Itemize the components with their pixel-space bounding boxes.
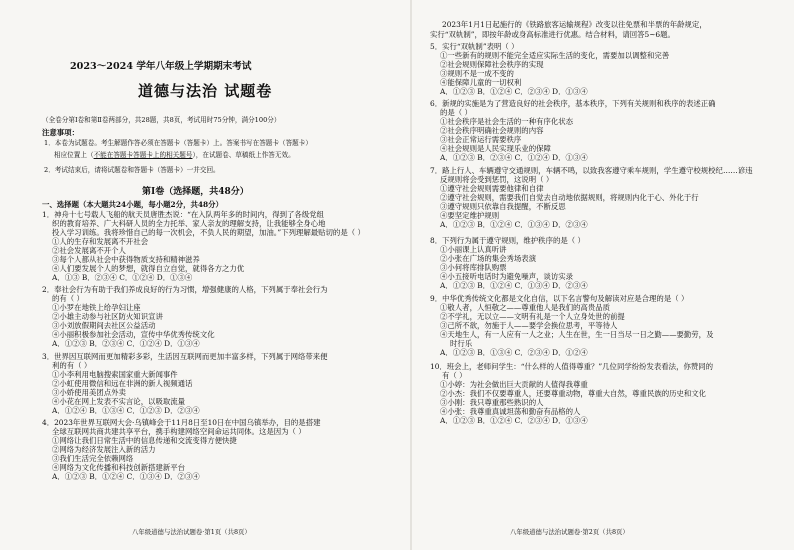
q5-option-3: ③规则不是一成不变的: [440, 69, 514, 78]
q1-option-2: ②社会发展离不开个人: [52, 246, 126, 255]
q8-option-2: ②小张在广场的集会秀场表演: [440, 254, 537, 263]
q4-answers: A．①②③ B．①②④ C．①③④ D．②③④: [52, 472, 200, 481]
page-footer-right: 八年级道德与法治试题卷·第2页（共8页）: [510, 528, 629, 536]
q2-option-1: ①小罗在地铁上给孕妇让座: [52, 303, 141, 312]
q7-option-3: ③遵守规则只依靠自我提醒，不断反思: [440, 202, 566, 211]
q10-answers: A．①②③ B．①②④ C．②③④ D．①③④: [440, 416, 588, 425]
right-page: [430, 0, 780, 550]
q5-intro-2: 实行“双轨制”，即按年龄或身高标准进行优惠。结合材料，请回答5~6题。: [430, 30, 675, 39]
page-footer-left: 八年级道德与法治试题卷·第1页（共8页）: [132, 528, 251, 536]
q2-option-2: ②小雄主动参与社区防火知识宣讲: [52, 312, 163, 321]
q1-option-4: ④人们要发展个人的梦想，就得自立自觉，就得各方之力优: [52, 264, 245, 273]
q10-option-3: ③小刚：我只尊重那些熟识的人: [440, 398, 544, 407]
section1-title: 一、选择题（本大题共24小题，每小题2分，共48分）: [42, 200, 223, 209]
q9-option-2: ②不学礼，无以立——文明有礼是一个人立身处世的前提: [440, 312, 625, 321]
q5-option-2: ②社会规则保障社会秩序的实现: [440, 60, 544, 69]
q2-option-4: ④小丽积极参加社会活动，宣传中华优秀传统文化: [52, 330, 215, 339]
q6-stem-2: 的是（ ）: [440, 108, 472, 117]
q6-option-1: ①社会秩序是社会生活的一种有序化状态: [440, 117, 574, 126]
q2-option-3: ③小刘放假期间去社区公益活动: [52, 321, 156, 330]
q8-answers: A．①②③ B．①②④ C．①③④ D．②③④: [440, 281, 588, 290]
q3-option-4: ④小花在网上发表不实言论，以吸取流量: [52, 397, 186, 406]
q4-option-1: ①网络让我们日常生活中的信息传递和交流变得方便快捷: [52, 436, 237, 445]
notice-item-2: 2．考试结束后，请将试题卷和答题卡（答题卡）一并交回。: [44, 166, 220, 174]
q2-stem-2: 的有（ ）: [52, 294, 84, 303]
q6-option-2: ②社会秩序明确社会规则的内容: [440, 126, 544, 135]
q5-option-1: ①一些新有的规则不能完全适应实际生活的变化，需要加以调整和完善: [440, 51, 670, 60]
q6-answers: A．①②③ B．②③④ C．①②④ D．①③④: [440, 153, 588, 162]
q2-answers: A．①②③ B．②③④ C．①②④ D．①③④: [52, 339, 200, 348]
q4-option-3: ③我们生活完全依赖网络: [52, 454, 134, 463]
q8-stem: 8．下列行为属于遵守规则，维护秩序的是（ ）: [430, 236, 585, 245]
q5-stem: 5．实行“双轨制”表明（ ）: [430, 42, 519, 51]
q10-option-2: ②小杰：我们不仅要尊重人，还要尊重动物，尊重大自然，尊重民族的历史和文化: [440, 389, 707, 398]
q8-option-4: ④小五接听电话时为避免噪声，谈访实录: [440, 272, 574, 281]
q6-option-4: ④社会规则是人民实现乐业的保障: [440, 144, 551, 153]
left-page: [42, 0, 394, 550]
part1-title: 第Ⅰ卷（选择题，共48分）: [142, 187, 249, 197]
q7-answers: A．①②③ B．①②④ C．①③④ D．②③④: [440, 220, 588, 229]
notice-item-1: 1．本卷为试题卷。考生解题作答必须在答题卡（答题卡）上。答案书写在答题卡（答题卡）: [44, 139, 312, 147]
notice-1-underlined: 不能在答题卡答题卡上的相关题号: [93, 151, 193, 159]
q4-stem-1: 4．2023年世界互联网大会·乌镇峰会于11月8日至10日在中国乌镇举办，目的是搭建: [42, 418, 321, 427]
q3-option-3: ③小娇使用美团点外卖: [52, 388, 126, 397]
q1-stem-2: 织的教育培养、广大科研人员的全力托举、家人亲友的理解支持，让我能够全身心地: [52, 219, 326, 228]
q3-stem-1: 3．世界因互联网而更加精彩多彩，生活因互联网而更加丰富多样，下列属于网络带来便: [42, 352, 328, 361]
q10-option-4: ④小张：我尊重真诚坦荡和勤奋有品格的人: [440, 407, 581, 416]
notice-item-1-cont: [54, 151, 295, 160]
q7-option-4: ④要坚定维护规则: [440, 211, 500, 220]
notice-heading: 注意事项：: [42, 128, 79, 137]
q3-answers: A．①②④ B．①③④ C．①②③ D．②③④: [52, 406, 200, 415]
q3-option-2: ②小虹使用微信和远在非洲的新人视频通话: [52, 379, 193, 388]
q7-stem-2: 反规则将会受到惩罚，这说明（ ）: [440, 175, 554, 184]
center-fold-shadow: [410, 0, 412, 550]
notice-1-pre: 相应位置上（: [54, 151, 94, 159]
q7-stem-1: 7．路上行人、车辆遵守交通规则，车辆不鸣，以致我客遵守乘车规则，学生遵守校规校纪……谚违: [430, 166, 753, 175]
q4-option-4: ④网络为文化传播和科技创新搭建新平台: [52, 463, 186, 472]
q4-stem-2: 全球互联网共商共建共享平台，携手构建网络空间命运共同体。这是因为（ ）: [52, 427, 306, 436]
q8-option-1: ①小丽课上认真听讲: [440, 245, 507, 254]
q6-option-3: ③社会正常运行需要秩序: [440, 135, 522, 144]
q5-option-4: ④能保障儿童的一切权利: [440, 78, 522, 87]
q7-option-2: ②遵守社会规则，需要我们自觉去自动地依据规则，将规则内化于心、外化于行: [440, 193, 699, 202]
q10-stem-1: 10．班会上，老师问学生：“什么样的人值得尊重？”几位同学纷纷发表看法，你赞同的: [430, 362, 714, 371]
q1-option-3: ③每个人都从社会中获得物质支持和精神滋养: [52, 255, 200, 264]
q9-stem: 9．中华优秀传统文化都是文化自信，以下名言警句及解读对应是合理的是（ ）: [430, 294, 689, 303]
notice-1-post: ），在试题卷、草稿纸上作答无效。: [192, 151, 295, 159]
q9-option-1: ①敬人者，人恒敬之——尊重他人是我们的高贵品质: [440, 303, 610, 312]
exam-year-title: 2023～2024 学年八年级上学期期末考试: [70, 61, 252, 72]
q2-stem-1: 2．奉社会行为有助于我们养成良好的行为习惯，增强健康的人格，下列属于奉社会行为: [42, 285, 328, 294]
q9-option-4-cont: 时行乐: [450, 339, 473, 348]
q9-option-3: ③己所不欲，勿施于人——要学会换位思考，平等待人: [440, 321, 618, 330]
subject-title: 道德与法治 试题卷: [138, 82, 273, 100]
q6-stem-1: 6．新规的实施是为了营造良好的社会秩序，基本秩序，下列有关规则和秩序的表述正确: [430, 99, 716, 108]
q9-option-4: ④天地生人，有一人应有一人之业；人生在世，生一日当尽一日之勤——要勤劳，及: [440, 330, 714, 339]
q5-intro-1: 2023年1月1日起施行的《铁路旅客运输规程》改变以往免票和半票的年龄规定，: [442, 20, 707, 29]
q5-answers: A．①②③ B．①②④ C．②③④ D．①③④: [440, 87, 588, 96]
q1-stem-3: 投入学习训练。我将珍惜自己的每一次机会，不负人民的期望，加油。”下列理解最贴切的是（ ）: [52, 228, 365, 237]
q1-stem-1: 1．神舟十七号载人飞船的航天员唐胜杰说：“在入队两年多的时间内，得到了各级党组: [42, 210, 324, 219]
q9-answers: A．①②③ B．①③④ C．②③④ D．①②④: [440, 348, 588, 357]
q10-option-1: ①小婷：为社会做出巨大贡献的人值得我尊重: [440, 380, 588, 389]
q7-option-1: ①遵守社会规则需要他律和自律: [440, 184, 544, 193]
q10-stem-2: 有（ ）: [442, 371, 467, 380]
q1-option-1: ①人的生存和发展离不开社会: [52, 237, 149, 246]
q3-stem-2: 利的有（ ）: [52, 361, 92, 370]
q1-answers: A．①③ B．②③④ C．①②④ D．①③④: [52, 273, 193, 282]
q8-option-3: ③小何将库排队购票: [440, 263, 507, 272]
paper-info: （全卷分第Ⅰ卷和第Ⅱ卷两部分，共28题，共8页，考试用时75分钟，满分100分）: [42, 116, 281, 124]
q3-option-1: ①小李利用电脑搜索国家重大新闻事件: [52, 370, 178, 379]
q4-option-2: ②网络为经济发展注入新的活力: [52, 445, 156, 454]
